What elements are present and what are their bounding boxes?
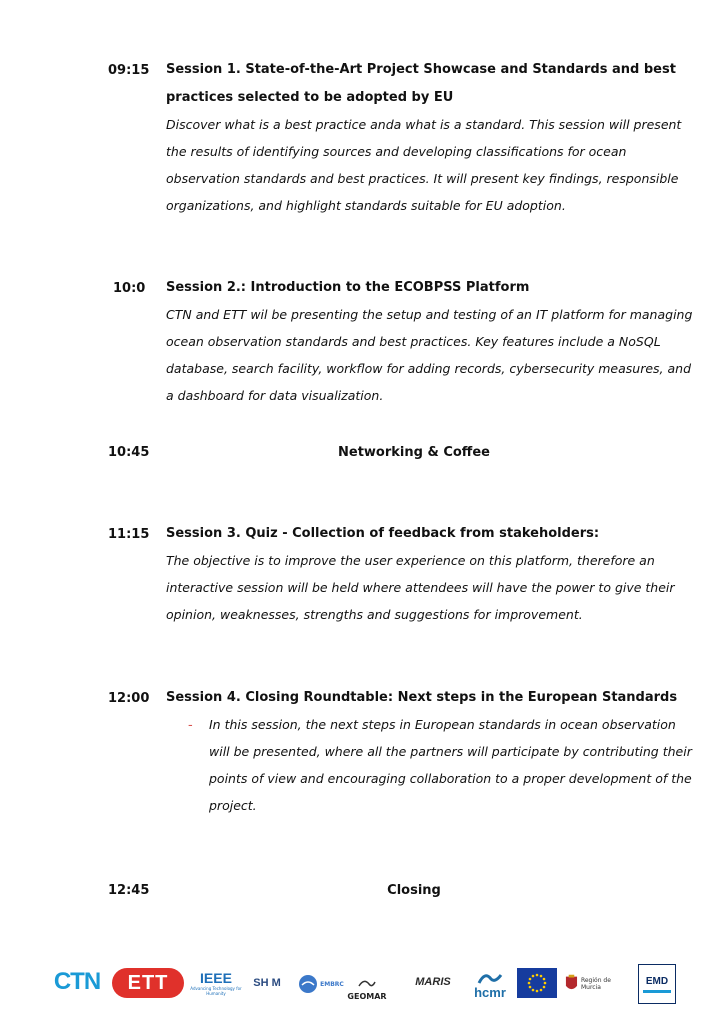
session-3-time: 11:15 [108,527,150,542]
session-2-desc-line-4: a dashboard for data visualization. [166,388,384,403]
session-3-title: Session 3. Quiz - Collection of feedback from stakeholders: [166,526,600,541]
session-4-bullet: - [188,718,193,733]
session-2-title: Session 2.: Introduction to the ECOBPSS Platform [166,280,530,295]
closing-time: 12:45 [108,883,150,898]
hcmr-logo: hcmr [468,966,512,1004]
geomar-logo: GEOMAR [341,974,393,1004]
session-1-desc-line-4: organizations, and highlight standards suitable for EU adoption. [166,198,566,213]
session-2-desc-line-1: CTN and ETT wil be presenting the setup and testing of an IT platform for managing [166,307,693,322]
geomar-wave-icon [357,978,377,992]
session-1-time: 09:15 [108,63,150,78]
session-4-desc-line-3: points of view and encouraging collaboration to a proper development of the [209,771,692,786]
region-murcia-logo: Región de Murcia [565,970,629,998]
eu-flag-logo [517,968,557,998]
session-2-desc-line-2: ocean observation standards and best practices. Key features include a NoSQL [166,334,661,349]
session-1-title-line-2: practices selected to be adopted by EU [166,90,454,105]
session-1-desc-line-2: the results of identifying sources and developing classifications for ocean [166,144,627,159]
session-4-desc-line-1: In this session, the next steps in European standards in ocean observation [209,717,676,732]
eu-stars-icon [517,968,557,998]
emd-logo: EMD [638,964,676,1004]
session-2-time: 10:0 [113,281,146,296]
session-4-title: Session 4. Closing Roundtable: Next steps in the European Standards [166,690,678,705]
session-3-desc-line-1: The objective is to improve the user experience on this platform, therefore an [166,553,655,568]
embrc-logo: EMBRC [293,970,349,998]
session-1-desc-line-3: observation standards and best practices. It will present key findings, responsible [166,171,679,186]
partner-logos [48,962,678,1008]
hcmr-wave-icon [477,971,503,985]
networking-label: Networking & Coffee [338,445,490,460]
session-3-desc-line-3: opinion, weaknesses, strengths and suggestions for improvement. [166,607,583,622]
murcia-crest-icon [565,974,578,994]
embrc-circle-icon [298,974,318,994]
session-4-desc-line-2: will be presented, where all the partners will participate by contributing their [209,744,692,759]
session-3-desc-line-2: interactive session will be held where attendees will have the power to give their [166,580,675,595]
session-1-title-line-1: Session 1. State-of-the-Art Project Showcase and Standards and best [166,62,676,77]
session-1-desc-line-1: Discover what is a best practice anda what is a standard. This session will present [166,117,682,132]
emd-stripe [643,990,671,993]
closing-label: Closing [387,883,441,898]
session-4-desc-line-4: project. [209,798,257,813]
shom-logo: SH M [253,977,281,989]
session-2-desc-line-3: database, search facility, workflow for adding records, cybersecurity measures, and [166,361,692,376]
ett-logo: ETT [112,968,184,998]
ctn-logo: CTN [53,968,101,995]
maris-logo: MARIS [415,976,451,988]
session-4-time: 12:00 [108,691,150,706]
ieee-logo: IEEE Advancing Technology for Humanity [190,970,242,996]
networking-time: 10:45 [108,445,150,460]
